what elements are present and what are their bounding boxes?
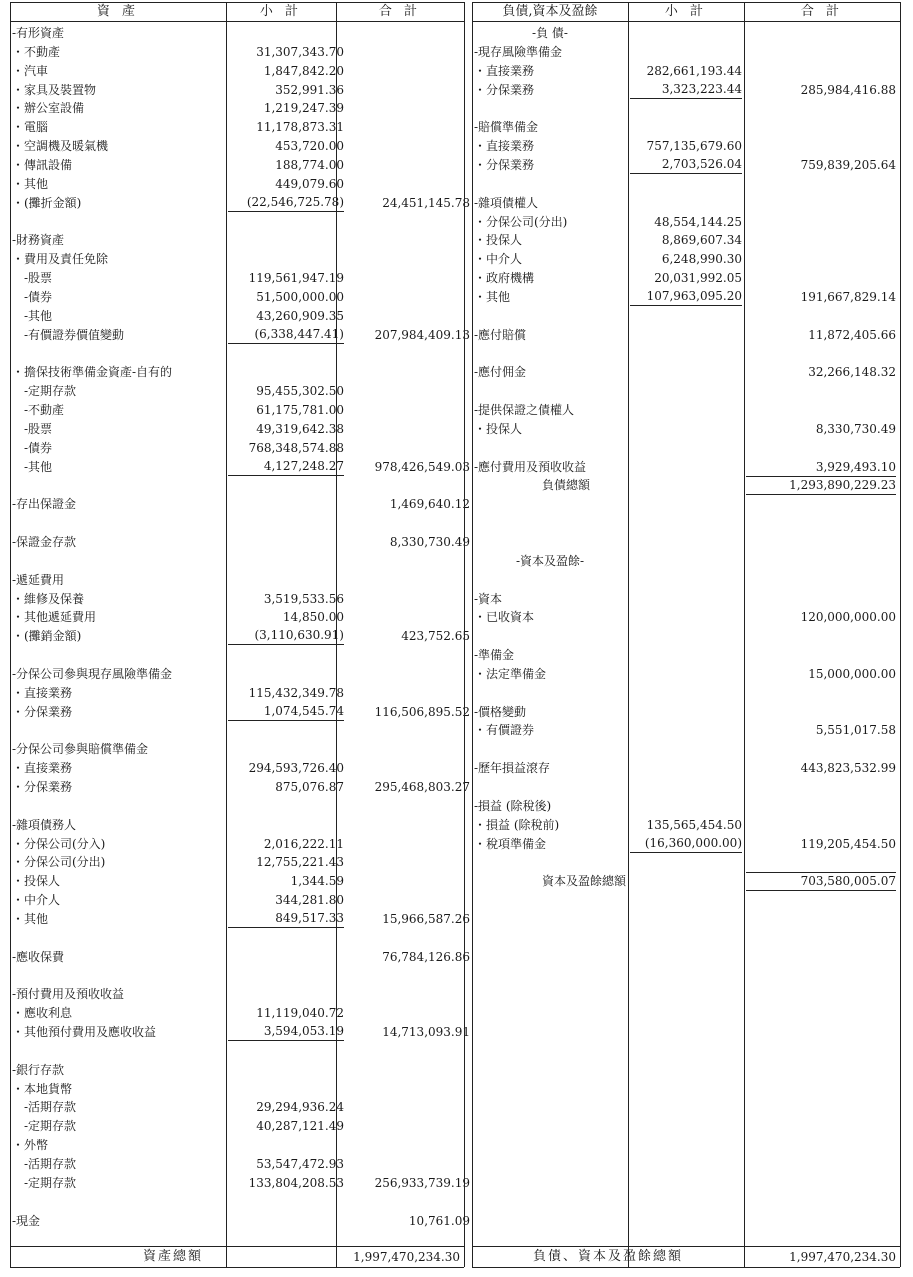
right-row — [472, 514, 900, 533]
right-row — [472, 816, 900, 835]
subtotal-value: 849,517.33 — [228, 910, 344, 928]
right-row — [472, 608, 900, 627]
row-label: ・其他 — [12, 911, 49, 926]
row-label: -存出保證金 — [12, 497, 77, 512]
divider — [10, 2, 11, 1267]
total-value: 24,451,145.78 — [382, 195, 470, 210]
row-label: -雜項債務人 — [12, 817, 77, 832]
subtotal-value: 453,720.00 — [275, 139, 344, 154]
row-label: ・中介人 — [474, 252, 523, 267]
row-label: ・分保業務 — [474, 157, 535, 172]
liabilities-total-value: 1,997,470,234.30 — [789, 1250, 896, 1264]
subtotal-value: 4,127,248.27 — [228, 458, 344, 476]
row-label: ・外幣 — [12, 1138, 49, 1153]
row-label: ・分保公司(分出) — [474, 214, 568, 229]
left-row — [10, 382, 464, 401]
subtotal-value: 294,593,726.40 — [248, 761, 344, 776]
row-label: -資本 — [474, 591, 503, 606]
subtotal-value: 51,500,000.00 — [256, 289, 344, 304]
total-value: 207,984,409.13 — [374, 327, 470, 342]
row-label: -股票 — [24, 421, 53, 436]
total-value: 1,293,890,229.23 — [746, 476, 896, 495]
assets-total-value: 1,997,470,234.30 — [353, 1250, 460, 1264]
row-label: ・直接業務 — [474, 63, 535, 78]
subtotal-value: 43,260,909.35 — [256, 308, 344, 323]
right-row — [472, 552, 900, 571]
left-row — [10, 1098, 464, 1117]
header-assets: 資 產 — [96, 4, 140, 19]
divider — [226, 2, 227, 1267]
left-row — [10, 1004, 464, 1023]
row-label: -歷年損益滾存 — [474, 761, 551, 776]
row-label: -準備金 — [474, 648, 515, 663]
row-label: ・其他遞延費用 — [12, 610, 97, 625]
subtotal-value: 757,135,679.60 — [646, 139, 742, 154]
left-row — [10, 269, 464, 288]
left-row — [10, 458, 470, 477]
left-row — [10, 118, 464, 137]
right-row — [472, 835, 900, 854]
right-row — [472, 684, 900, 703]
row-label: -價格變動 — [474, 704, 527, 719]
subtotal-value: 1,847,842.20 — [263, 63, 344, 78]
left-row — [10, 1061, 464, 1080]
right-row — [472, 439, 900, 458]
total-value: 703,580,005.07 — [746, 872, 896, 891]
row-label: ・傳訊設備 — [12, 157, 73, 172]
subtotal-value: (22,546,725.78) — [228, 194, 344, 212]
left-row — [10, 1212, 470, 1231]
row-label: ・直接業務 — [12, 685, 73, 700]
row-label: ・分保業務 — [12, 780, 73, 794]
subtotal-value: 53,547,472.93 — [256, 1157, 344, 1171]
left-row — [10, 326, 470, 345]
subtotal-value: 282,661,193.44 — [646, 63, 742, 78]
subtotal-value: 1,344.59 — [290, 874, 344, 889]
total-value: 295,468,803.27 — [374, 780, 470, 794]
row-label: -定期存款 — [24, 1119, 77, 1134]
row-label: ・投保人 — [12, 874, 61, 889]
left-row — [10, 853, 464, 872]
subtotal-value: 3,323,223.44 — [630, 81, 742, 99]
subtotal-value: 95,455,302.50 — [256, 384, 344, 399]
subtotal-value: 3,519,533.56 — [263, 591, 344, 606]
left-row — [10, 439, 464, 458]
total-value: 3,929,493.10 — [815, 459, 896, 474]
left-row — [10, 684, 464, 703]
right-row — [472, 703, 900, 722]
subtotal-value: 2,703,526.04 — [630, 156, 742, 174]
left-row — [10, 665, 464, 684]
subtotal-value: (16,360,000.00) — [630, 835, 742, 853]
row-label: ・其他預付費用及應收收益 — [12, 1025, 157, 1040]
subtotal-value: 875,076.87 — [275, 780, 344, 794]
row-label: -不動產 — [24, 403, 65, 417]
right-row — [472, 81, 900, 100]
row-label: ・稅項準備金 — [474, 836, 547, 851]
total-value: 423,752.65 — [401, 629, 470, 644]
row-label: -遞延費用 — [12, 572, 65, 587]
left-row — [10, 1136, 464, 1155]
subtotal-value: 115,432,349.78 — [248, 685, 344, 700]
left-row — [10, 156, 464, 175]
left-row — [10, 1023, 470, 1042]
left-row — [10, 1155, 464, 1174]
total-value: 119,205,454.50 — [800, 836, 896, 851]
row-label: -分保公司參與現存風險準備金 — [12, 666, 173, 681]
header-total: 合 計 — [378, 4, 422, 19]
row-label: ・擔保技術準備金資產-自有的 — [12, 365, 173, 380]
total-value: 15,966,587.26 — [382, 911, 470, 926]
row-label: ・(攤折金額) — [12, 195, 82, 210]
left-row — [10, 590, 464, 609]
right-row — [472, 533, 900, 552]
left-row — [10, 797, 464, 816]
row-label: -應付佣金 — [474, 365, 527, 380]
row-label: ・分保業務 — [12, 704, 73, 719]
left-row — [10, 476, 464, 495]
row-label: -定期存款 — [24, 1175, 77, 1190]
left-row — [10, 231, 464, 250]
right-row — [472, 759, 900, 778]
subtotal-value: 119,561,947.19 — [248, 271, 344, 286]
subtotal-value: 14,850.00 — [282, 610, 344, 625]
subtotal-value: 8,869,607.34 — [661, 233, 742, 248]
row-label: ・不動產 — [12, 44, 61, 59]
left-row — [10, 495, 470, 514]
row-label: -債券 — [24, 440, 53, 455]
right-row — [472, 250, 900, 269]
row-label: -其他 — [24, 459, 53, 474]
total-value: 191,667,829.14 — [800, 289, 896, 304]
right-row — [472, 194, 900, 213]
row-label: -損益 (除稅後) — [474, 798, 552, 813]
row-label: ・辦公室設備 — [12, 101, 85, 116]
divider — [10, 2, 464, 3]
left-row — [10, 985, 464, 1004]
left-row — [10, 948, 470, 967]
row-label: ・汽車 — [12, 63, 49, 78]
subtotal-value: 11,119,040.72 — [256, 1006, 344, 1021]
left-row — [10, 552, 464, 571]
left-row — [10, 891, 464, 910]
header-liabilities: 負債,資本及盈餘 — [502, 4, 598, 19]
divider — [472, 2, 473, 1267]
total-value: 285,984,416.88 — [800, 82, 896, 97]
row-label: ・中介人 — [12, 893, 61, 908]
subtotal-value: 6,248,990.30 — [661, 252, 742, 267]
subtotal-value: 188,774.00 — [275, 157, 344, 172]
right-row — [472, 43, 900, 62]
left-row — [10, 721, 464, 740]
subtotal-value: 40,287,121.49 — [256, 1119, 344, 1134]
row-label: ・家具及裝置物 — [12, 82, 97, 97]
total-value: 14,713,093.91 — [382, 1025, 470, 1040]
left-row — [10, 250, 464, 269]
row-label: ・直接業務 — [474, 139, 535, 154]
subtotal-value: 135,565,454.50 — [646, 817, 742, 832]
right-row — [472, 118, 900, 137]
row-label: ・投保人 — [474, 233, 523, 248]
row-label: -定期存款 — [24, 384, 77, 399]
left-row — [10, 816, 464, 835]
right-row — [472, 363, 900, 382]
row-label: -負 債- — [532, 26, 568, 40]
total-value: 8,330,730.49 — [389, 534, 470, 549]
subtotal-value: 11,178,873.31 — [256, 120, 344, 135]
right-row — [472, 872, 900, 891]
right-row — [472, 231, 900, 250]
right-row — [472, 853, 900, 872]
row-label: ・分保公司(分入) — [12, 836, 106, 851]
row-label: ・法定準備金 — [474, 666, 547, 681]
right-row — [472, 344, 900, 363]
total-value: 76,784,126.86 — [382, 949, 470, 964]
divider — [10, 1267, 464, 1268]
right-row — [472, 269, 900, 288]
header-total-2: 合 計 — [800, 4, 844, 19]
total-value: 120,000,000.00 — [800, 610, 896, 625]
divider — [472, 21, 900, 22]
right-row — [472, 99, 900, 118]
divider — [472, 1246, 900, 1247]
total-value: 32,266,148.32 — [808, 365, 896, 380]
row-label: ・損益 (除稅前) — [474, 817, 560, 832]
left-row — [10, 288, 464, 307]
subtotal-value: (3,110,630.91) — [228, 627, 344, 645]
left-row — [10, 514, 464, 533]
row-label: ・其他 — [474, 289, 511, 304]
row-label: -應收保費 — [12, 949, 65, 964]
divider — [464, 2, 465, 1267]
subtotal-value: 2,016,222.11 — [263, 836, 344, 851]
row-label: -股票 — [24, 271, 53, 286]
subtotal-value: 29,294,936.24 — [256, 1100, 344, 1115]
right-row — [472, 288, 900, 307]
right-row — [472, 665, 900, 684]
divider — [10, 1246, 464, 1247]
row-label: ・電腦 — [12, 120, 49, 135]
row-label: -保證金存款 — [12, 534, 77, 549]
left-row — [10, 194, 470, 213]
right-row — [472, 62, 900, 81]
row-label: 負債總額 — [542, 478, 591, 493]
row-label: -債券 — [24, 289, 53, 304]
right-row — [472, 156, 900, 175]
right-row — [472, 627, 900, 646]
subtotal-value: 20,031,992.05 — [654, 271, 742, 286]
header-subtotal: 小 計 — [259, 4, 303, 19]
row-label: ・直接業務 — [12, 761, 73, 776]
total-value: 116,506,895.52 — [374, 704, 470, 719]
left-row — [10, 929, 464, 948]
subtotal-value: 3,594,053.19 — [228, 1023, 344, 1041]
left-row — [10, 967, 464, 986]
total-value: 5,551,017.58 — [815, 723, 896, 738]
left-row — [10, 344, 464, 363]
left-row — [10, 759, 464, 778]
left-row — [10, 627, 470, 646]
row-label: -賠償準備金 — [474, 120, 539, 135]
row-label: -分保公司參與賠償準備金 — [12, 742, 149, 757]
subtotal-value: (6,338,447.41) — [228, 326, 344, 344]
right-row — [472, 590, 900, 609]
header-subtotal-2: 小 計 — [664, 4, 708, 19]
row-label: -有形資產 — [12, 26, 65, 40]
left-row — [10, 1174, 470, 1193]
subtotal-value: 49,319,642.38 — [256, 421, 344, 436]
row-label: -預付費用及預收收益 — [12, 987, 125, 1002]
row-label: -提供保證之債權人 — [474, 403, 575, 417]
row-label: ・已收資本 — [474, 610, 535, 625]
row-label: -活期存款 — [24, 1100, 77, 1115]
left-row — [10, 835, 464, 854]
left-row — [10, 571, 464, 590]
subtotal-value: 344,281.80 — [275, 893, 344, 908]
row-label: ・本地貨幣 — [12, 1081, 73, 1096]
left-row — [10, 213, 464, 232]
subtotal-value: 61,175,781.00 — [256, 403, 344, 417]
left-row — [10, 363, 464, 382]
total-value: 256,933,739.19 — [374, 1175, 470, 1190]
left-row — [10, 401, 464, 420]
right-row — [472, 571, 900, 590]
left-row — [10, 1193, 464, 1212]
right-row — [472, 213, 900, 232]
subtotal-value: 1,219,247.39 — [263, 101, 344, 116]
right-row — [472, 24, 900, 43]
row-label: -現金 — [12, 1213, 41, 1228]
row-label: ・(攤銷金額) — [12, 629, 82, 644]
left-row — [10, 703, 470, 722]
left-row — [10, 533, 470, 552]
total-value: 15,000,000.00 — [808, 666, 896, 681]
divider — [900, 2, 901, 1267]
right-row — [472, 307, 900, 326]
total-value: 11,872,405.66 — [808, 327, 896, 342]
row-label: -活期存款 — [24, 1157, 77, 1171]
left-row — [10, 740, 464, 759]
total-value: 8,330,730.49 — [815, 421, 896, 436]
right-row — [472, 740, 900, 759]
left-row — [10, 1080, 464, 1099]
left-row — [10, 81, 464, 100]
right-row — [472, 476, 900, 495]
right-row — [472, 137, 900, 156]
total-value: 759,839,205.64 — [800, 157, 896, 172]
row-label: -雜項債權人 — [474, 195, 539, 210]
row-label: -應付費用及預收收益 — [474, 459, 587, 474]
right-row — [472, 382, 900, 401]
left-row — [10, 99, 464, 118]
row-label: ・分保業務 — [474, 82, 535, 97]
row-label: -應付賠償 — [474, 327, 527, 342]
total-value: 10,761.09 — [408, 1213, 470, 1228]
subtotal-value: 12,755,221.43 — [256, 855, 344, 870]
subtotal-value: 768,348,574.88 — [248, 440, 344, 455]
right-row — [472, 778, 900, 797]
row-label: -現存風險準備金 — [474, 44, 563, 59]
row-label: ・維修及保養 — [12, 591, 85, 606]
subtotal-value: 31,307,343.70 — [256, 44, 344, 59]
row-label: ・有價證券 — [474, 723, 535, 738]
left-row — [10, 137, 464, 156]
left-row — [10, 307, 464, 326]
right-row — [472, 401, 900, 420]
left-row — [10, 1117, 464, 1136]
row-label: -其他 — [24, 308, 53, 323]
row-label: 資本及盈餘總額 — [542, 874, 627, 889]
liabilities-total-label: 負債、資本及盈餘總額 — [532, 1249, 683, 1264]
divider — [336, 2, 337, 1267]
divider — [10, 21, 464, 22]
left-row — [10, 420, 464, 439]
left-row — [10, 1042, 464, 1061]
left-row — [10, 646, 464, 665]
divider — [472, 2, 900, 3]
row-label: ・投保人 — [474, 421, 523, 436]
row-label: ・費用及責任免除 — [12, 252, 109, 267]
left-row — [10, 62, 464, 81]
subtotal-value: 449,079.60 — [275, 176, 344, 191]
subtotal-value: 133,804,208.53 — [248, 1175, 344, 1190]
subtotal-value: 107,963,095.20 — [630, 288, 742, 306]
right-row — [472, 646, 900, 665]
subtotal-value: 352,991.36 — [275, 82, 344, 97]
right-row — [472, 420, 900, 439]
row-label: ・其他 — [12, 176, 49, 191]
left-row — [10, 175, 464, 194]
left-row — [10, 872, 464, 891]
right-row — [472, 458, 900, 477]
row-label: -銀行存款 — [12, 1062, 65, 1077]
left-row — [10, 608, 464, 627]
total-value: 1,469,640.12 — [389, 497, 470, 512]
total-value: 978,426,549.03 — [374, 459, 470, 474]
right-row — [472, 797, 900, 816]
left-row — [10, 778, 470, 797]
left-row — [10, 24, 464, 43]
right-row — [472, 175, 900, 194]
right-row — [472, 721, 900, 740]
left-row — [10, 910, 470, 929]
divider — [744, 2, 745, 1267]
row-label: -資本及盈餘- — [515, 553, 585, 568]
total-value: 443,823,532.99 — [800, 761, 896, 776]
assets-total-label: 資產總額 — [142, 1249, 203, 1264]
row-label: ・應收利息 — [12, 1006, 73, 1021]
divider — [628, 2, 629, 1267]
row-label: -財務資產 — [12, 233, 65, 248]
subtotal-value: 48,554,144.25 — [654, 214, 742, 229]
left-row — [10, 43, 464, 62]
row-label: ・空調機及暖氣機 — [12, 139, 109, 154]
divider — [472, 1267, 900, 1268]
row-label: -有價證券價值變動 — [24, 327, 125, 342]
right-row — [472, 326, 900, 345]
right-row — [472, 495, 900, 514]
subtotal-value: 1,074,545.74 — [228, 703, 344, 721]
row-label: ・分保公司(分出) — [12, 855, 106, 870]
row-label: ・政府機構 — [474, 271, 535, 286]
